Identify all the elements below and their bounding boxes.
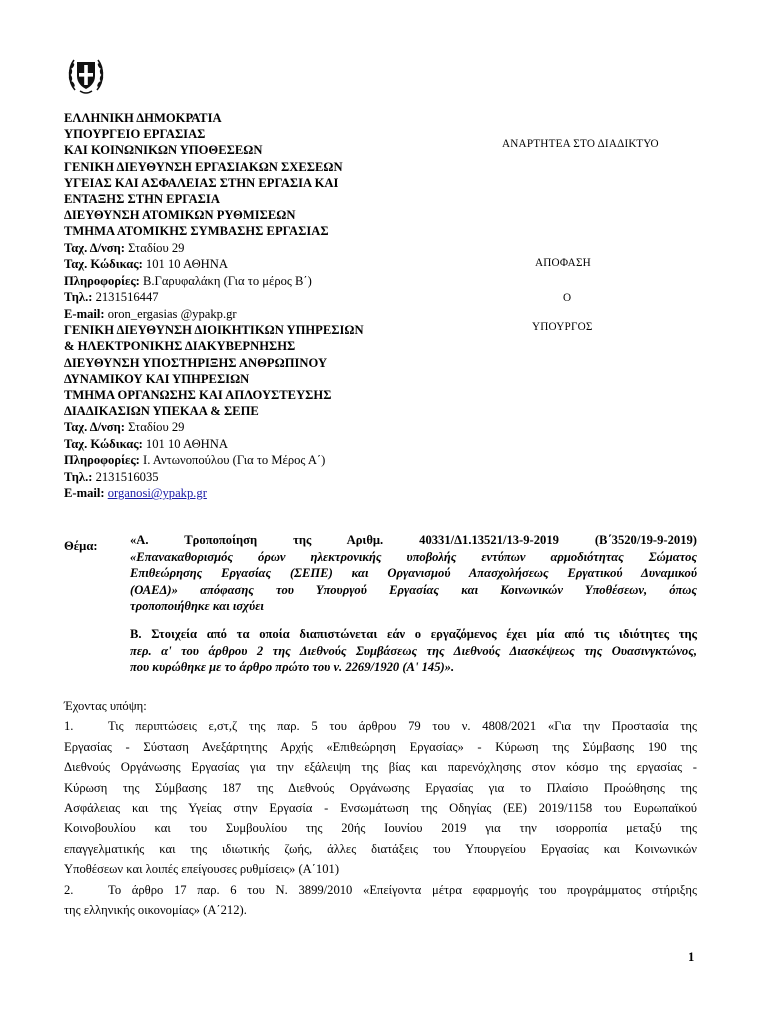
phone-row bbox=[64, 289, 364, 306]
email-row bbox=[64, 306, 364, 323]
header-line: ΔΙΑΔΙΚΑΣΙΩΝ ΥΠΕΚΑΑ & ΣΕΠΕ bbox=[64, 404, 259, 419]
header-line: ΤΜΗΜΑ ΟΡΓΑΝΩΣΗΣ ΚΑΙ ΑΠΛΟΥΣΤΕΥΣΗΣ bbox=[64, 387, 332, 402]
coat-of-arms-emblem bbox=[66, 52, 106, 96]
phone-value: 2131516035 bbox=[92, 469, 159, 484]
item-text: Το άρθρο 17 παρ. 6 του Ν. 3899/2010 «Επείγοντα μέτρα εφαρμογής του προγράμματος στήριξης bbox=[108, 882, 697, 897]
address-label: Ταχ. Δ/νση: bbox=[64, 420, 125, 435]
phone-value: 2131516447 bbox=[92, 290, 159, 305]
email-label: E-mail: bbox=[64, 306, 105, 321]
address-row bbox=[64, 240, 364, 257]
header-line: ΥΓΕΙΑΣ ΚΑΙ ΑΣΦΑΛΕΙΑΣ ΣΤΗΝ ΕΡΓΑΣΙΑ ΚΑΙ bbox=[64, 175, 339, 190]
header-line: ΕΝΤΑΞΗΣ ΣΤΗΝ ΕΡΓΑΣΙΑ bbox=[64, 192, 220, 207]
header-line: ΔΙΕΥΘΥΝΣΗ ΥΠΟΣΤΗΡΙΞΗΣ ΑΝΘΡΩΠΙΝΟΥ bbox=[64, 355, 328, 370]
subject-part-b bbox=[130, 626, 697, 676]
item-number: 1. bbox=[64, 719, 74, 734]
email-row bbox=[64, 485, 364, 502]
list-item-line: Κοινοβουλίου και του Συμβουλίου της 20ής Ιουνίου 2019 για την ισορροπία μεταξύ της bbox=[64, 821, 697, 836]
list-item-1-first-line bbox=[64, 716, 697, 736]
address-value: Σταδίου 29 bbox=[124, 420, 185, 435]
header-line: ΥΠΟΥΡΓΕΙΟ ΕΡΓΑΣΙΑΣ bbox=[64, 127, 206, 142]
info-value: Ι. Αντωνοπούλου (Για το Μέρος Α΄) bbox=[139, 453, 326, 468]
header-line: ΚΑΙ ΚΟΙΝΩΝΙΚΩΝ ΥΠΟΘΕΣΕΩΝ bbox=[64, 143, 263, 158]
subject-line: Β. Στοιχεία από τα οποία διαπιστώνεται εάν ο εργαζόμενος έχει μία από τις ιδιότητες της bbox=[130, 627, 697, 641]
phone-label: Τηλ.: bbox=[64, 290, 93, 305]
postal-label: Ταχ. Κώδικας: bbox=[64, 257, 143, 272]
header-line: ΓΕΝΙΚΗ ΔΙΕΥΘΥΝΣΗ ΕΡΓΑΣΙΑΚΩΝ ΣΧΕΣΕΩΝ bbox=[64, 159, 343, 174]
phone-label: Τηλ.: bbox=[64, 469, 93, 484]
list-item-line: Διεθνούς Οργάνωσης Εργασίας για την εξάλειψη της βίας και παρενόχλησης στον κόσμο της εργασίας - bbox=[64, 760, 697, 775]
publish-notice: ΑΝΑΡΤΗΤΕΑ ΣΤΟ ΔΙΑΔΙΚΤΥΟ bbox=[502, 138, 659, 150]
subject-part-a bbox=[130, 532, 697, 615]
postal-value: 101 10 ΑΘΗΝΑ bbox=[142, 436, 228, 451]
address-row bbox=[64, 419, 364, 436]
ministry-header bbox=[64, 110, 364, 502]
header-line: ΔΥΝΑΜΙΚΟΥ ΚΑΙ ΥΠΗΡΕΣΙΩΝ bbox=[64, 371, 250, 386]
document-body bbox=[64, 696, 697, 920]
list-item-2-first-line bbox=[64, 880, 697, 900]
info-value: Β.Γαρυφαλάκη (Για το μέρος Β΄) bbox=[139, 273, 312, 288]
header-line: ΕΛΛΗΝΙΚΗ ΔΗΜΟΚΡΑΤΙΑ bbox=[64, 111, 222, 125]
header-line: & ΗΛΕΚΤΡΟΝΙΚΗΣ ΔΙΑΚΥΒΕΡΝΗΣΗΣ bbox=[64, 339, 296, 354]
item-number: 2. bbox=[64, 882, 74, 897]
phone-row bbox=[64, 469, 364, 486]
subject-label: Θέμα: bbox=[64, 539, 98, 553]
postal-row bbox=[64, 436, 364, 453]
info-label: Πληροφορίες: bbox=[64, 453, 140, 468]
minister-title: ΥΠΟΥΡΓΟΣ bbox=[532, 321, 593, 333]
subject-line: περ. α' του άρθρου 2 της Διεθνούς Συμβάσεως της Διεθνούς Διασκέψεως της Ουασινγκτώνος, bbox=[130, 643, 697, 658]
subject-line: (ΟΑΕΔ)» απόφασης του Υπουργού Εργασίας και Κοινωνικών Υποθέσεων, όπως bbox=[130, 582, 697, 597]
list-item-line: Ασφάλειας και της Υγείας στην Εργασία - Ενσωμάτωση της Οδηγίας (ΕΕ) 2019/1158 του Ευρωπαϊκού bbox=[64, 801, 697, 816]
info-label: Πληροφορίες: bbox=[64, 273, 140, 288]
info-row bbox=[64, 452, 364, 469]
subject-line: «Επανακαθορισμός όρων ηλεκτρονικής υποβολής εντύπων αρμοδιότητας Σώματος bbox=[130, 549, 697, 564]
header-line: ΤΜΗΜΑ ΑΤΟΜΙΚΗΣ ΣΥΜΒΑΣΗΣ ΕΡΓΑΣΙΑΣ bbox=[64, 224, 329, 239]
item-text: Τις περιπτώσεις ε,στ,ζ της παρ. 5 του άρθρου 79 του ν. 4808/2021 «Για την Προστασία της bbox=[108, 719, 697, 734]
postal-value: 101 10 ΑΘΗΝΑ bbox=[142, 257, 228, 272]
header-line: ΓΕΝΙΚΗ ΔΙΕΥΘΥΝΣΗ ΔΙΟΙΚΗΤΙΚΩΝ ΥΠΗΡΕΣΙΩΝ bbox=[64, 323, 364, 338]
list-item-line: Κύρωση της Σύμβασης 187 της Διεθνούς Οργάνωσης Εργασίας για το Πλαίσιο Προώθησης της bbox=[64, 780, 697, 795]
list-item-line: Υποθέσεων και λοιπές επείγουσες ρυθμίσεις» (Α΄101) bbox=[64, 862, 340, 877]
subject-line: που κυρώθηκε με το άρθρο πρώτο του ν. 2269/1920 (Α' 145)». bbox=[130, 660, 455, 675]
postal-label: Ταχ. Κώδικας: bbox=[64, 436, 143, 451]
email-link[interactable]: organosi@ypakp.gr bbox=[107, 486, 207, 501]
decision-title: ΑΠΟΦΑΣΗ bbox=[535, 257, 591, 269]
email-label: E-mail: bbox=[64, 486, 105, 501]
list-item-line: επαγγελματικής και της ιδιωτικής ζωής, άλλες διατάξεις του Υπουργείου Εργασίας και Κοινωνικών bbox=[64, 841, 697, 856]
info-row bbox=[64, 273, 364, 290]
list-item-line: της ελληνικής οικονομίας» (Α΄212). bbox=[64, 903, 247, 918]
subject-line: τροποποιήθηκε και ισχύει bbox=[130, 599, 264, 614]
list-item-line: Εργασίας - Σύσταση Ανεξάρτητης Αρχής «Επιθεώρηση Εργασίας» - Κύρωση της Σύμβασης 190 της bbox=[64, 739, 697, 754]
address-label: Ταχ. Δ/νση: bbox=[64, 240, 125, 255]
greek-coat-of-arms-icon bbox=[66, 52, 106, 96]
email-value: oron_ergasias @ypakp.gr bbox=[104, 306, 237, 321]
page-number: 1 bbox=[688, 950, 695, 964]
address-value: Σταδίου 29 bbox=[124, 240, 185, 255]
subject-line: Επιθεώρησης Εργασίας (ΣΕΠΕ) και Οργανισμού Απασχολήσεως Εργατικού Δυναμικού bbox=[130, 566, 697, 581]
article-o: Ο bbox=[563, 292, 572, 304]
considerations-intro: Έχοντας υπόψη: bbox=[64, 699, 147, 713]
subject-line: «Α. Τροποποίηση της Αριθμ. 40331/Δ1.13521/13-9-2019 (Β΄3520/19-9-2019) bbox=[130, 533, 697, 547]
postal-row bbox=[64, 256, 364, 273]
header-line: ΔΙΕΥΘΥΝΣΗ ΑΤΟΜΙΚΩΝ ΡΥΘΜΙΣΕΩΝ bbox=[64, 208, 296, 223]
